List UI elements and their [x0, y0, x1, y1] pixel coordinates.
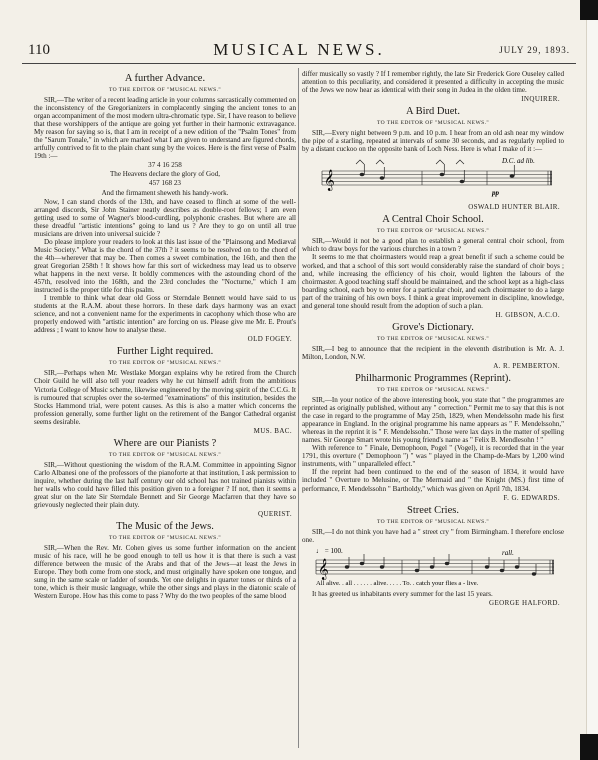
treble-clef-icon: 𝄞 — [324, 170, 335, 192]
article-title: Further Light required. — [116, 346, 214, 358]
rall-marking: rall. — [502, 548, 514, 557]
chord-numbers: 457 168 23 — [149, 179, 181, 188]
scan-corner-shadow — [580, 0, 598, 20]
signature: OLD FOGEY. — [247, 335, 292, 344]
dc-ad-lib-marking: D.C. ad lib. — [502, 157, 535, 166]
article-paragraph: Do please implore your readers to look at this last issue of the "Plainsong and Mediæval Music Society." What is the chord of the 37th ? it seems to be resolved on to the chord of the 4th—wherever that may be. Then comes a sweet combination, the 16th, and then the great Gregorian 258th ! It shows how far this sort of wickedness may lead us to observe what happens in the next verse. It boldly commences with the astounding chord of the 457th, resolved into the 168th, and the 23rd concludes the "Nocturne," which I am instructed is the proper title for this psalm. — [34, 237, 296, 295]
article-title: Grove's Dictionary. — [392, 321, 474, 333]
signature: H. GIBSON, A.C.O. — [495, 310, 560, 319]
to-editor-line: TO THE EDITOR OF "MUSICAL NEWS." — [108, 535, 222, 542]
article-title: Street Cries. — [407, 504, 459, 516]
article-paragraph: differ musically so vastly ? If I remember rightly, the late Sir Frederick Gore Ouseley called attention to this peculiarity, and considered it presented a difficulty in accepting the music of the Jews we now hear as identical with their song in Judea in the olden time. — [302, 70, 564, 95]
page-header — [22, 40, 576, 62]
street-cry-lyrics: All alive. . all . . . . . . alive. . . . . To. . catch your flies a - live. — [316, 579, 479, 587]
adjacent-page-edge — [586, 0, 598, 760]
article-title: A Bird Duet. — [406, 106, 460, 118]
signature: A. R. PEMBERTON. — [493, 361, 560, 370]
signature: OSWALD HUNTER BLAIR. — [468, 203, 560, 212]
verse-line: The Heavens declare the glory of God, — [109, 170, 221, 179]
page-number: 110 — [28, 42, 50, 58]
article-paragraph: SIR,—Perhaps when Mr. Westlake Morgan explains why he retired from the Church Choir Guild he will also tell your readers why he cut himself adrift from the ambitious Victoria College of Music scheme, likewise engineered by the moving spirit of the C.C.G. It is rumoured that scruples over the so-termed "examinations" of this institution, besides the Stocks Hammond trial, were potent causes. As this is also a matter which concerns the profession generally, some further light on the retirement of the Bangor Cathedral organist seems desirable. — [34, 369, 296, 426]
to-editor-line: TO THE EDITOR OF "MUSICAL NEWS." — [108, 451, 222, 458]
treble-clef-icon: 𝄞 — [318, 558, 329, 580]
pp-dynamic-marking: pp — [492, 189, 499, 198]
article-paragraph: It has greeted us inhabitants every summer for the last 15 years. — [312, 589, 493, 598]
article-title: The Music of the Jews. — [116, 521, 214, 533]
music-staff-bird-duet — [302, 155, 564, 201]
article-paragraph: SIR,—Would it not be a good plan to establish a general central choir school, from which to draw boys for the various churches in a town ? — [302, 237, 564, 254]
article-title: A further Advance. — [124, 73, 206, 84]
street-cry-score — [302, 546, 564, 588]
to-editor-line: TO THE EDITOR OF "MUSICAL NEWS." — [376, 120, 490, 127]
to-editor-line: TO THE EDITOR OF "MUSICAL NEWS." — [376, 335, 490, 342]
header-rule — [22, 63, 576, 64]
article-paragraph: SIR,—I beg to announce that the recipient in the eleventh distribution is Mr. A. J. Milton, London, N.W. — [302, 344, 564, 361]
signature: MUS. BAC. — [253, 426, 292, 435]
left-column — [34, 70, 296, 600]
signature: INQUIRER. — [521, 95, 560, 104]
article-paragraph: SIR,—Without questioning the wisdom of the R.A.M. Committee in appointing Signor Carlo Albanesi one of the professors of the pianoforte at that institution, I ask permission to inquire, whether during the last half century our old school has not trained pianists within her walls who could have filled this position given to a foreigner ? If not, then it seems a great slur on the late Sir Sterndale Bennett and Sir George Macfarren that they have so grievously neglected their plain duty. — [34, 460, 296, 510]
article-paragraph: SIR,—The writer of a recent leading article in your columns sarcastically commented on the inconsistency of the Gregorianizers in complacently singing the ancient tones to an organ accompaniment of the most modern ultra-chromatic type. Sir, I have reason to believe that these worshippers of the antique are going yet further in their harmonic extravagance. My reason for saying so is, that I am in receipt of a new edition of the "Psalm Tones" from the "Sarum Tonale," in which are marked what I am given to understand are figured chords, artfully contrived to fit to the plain chant sung by the voices. Here is the first verse of Psalm 19th :— — [34, 96, 296, 161]
article-paragraph: With reference to " Finale, Demophoon, Pogel " (Vogel), it is recorded that in the year 1791, this overture (" Demophoon ") " was " played in the Champ-de-Mars by 1,200 wind instruments, with " unparalleled effect." — [302, 444, 564, 469]
to-editor-line: TO THE EDITOR OF "MUSICAL NEWS." — [376, 386, 490, 393]
article-title: A Central Choir School. — [382, 214, 484, 226]
article-paragraph: If the reprint had been continued to the end of the season of 1834, it would have included " Overture to Melusine, or The Mermaid and " the Knight (MS.) first time of performance, F. Mendelssohn " Bartholdy," which was given on April 7th, 1834. — [302, 468, 564, 493]
chord-numbers: 37 4 16 258 — [148, 161, 182, 170]
tempo-marking: ♩ = 100. — [316, 546, 343, 555]
article-paragraph: SIR,—I do not think you have had a " street cry " from Birmingham. I therefore enclose one. — [302, 527, 564, 544]
verse-line: And the firmament sheweth his handy-work. — [101, 188, 229, 197]
article-paragraph: SIR,—Every night between 9 p.m. and 10 p.m. I hear from an old ash near my window the pipe of a starling, repeated at intervals of some 30 seconds, and as regularly replied to by a distant cuckoo on the opposite bank of Loch Ness. Here is what I make of it :— — [302, 129, 564, 154]
signature: F. G. EDWARDS. — [503, 493, 560, 502]
masthead-title: MUSICAL NEWS. — [213, 40, 385, 59]
to-editor-line: TO THE EDITOR OF "MUSICAL NEWS." — [108, 360, 222, 367]
signature: GEORGE HALFORD. — [489, 598, 560, 607]
issue-date: JULY 29, 1893. — [499, 45, 570, 55]
article-paragraph: It seems to me that choirmasters would reap a great benefit if such a scheme could be worked, and that a school of this sort would considerably raise the standard of choir boys ; and, while increasing the efficiency of his choir, would lighten the labours of the choirmaster. A good teaching staff should be maintained, and the school kept as a high-class boarding school, each boy to enter for a particular choir, and each choirmaster to do a large part of the training of his own boys. I think a great improvement in discipline, knowledge, and general tone should result from the adoption of such a plan. — [302, 253, 564, 310]
bird-duet-score — [302, 155, 564, 201]
signature: QUERIST. — [258, 510, 292, 519]
to-editor-line: TO THE EDITOR OF "MUSICAL NEWS." — [108, 87, 222, 93]
to-editor-line: TO THE EDITOR OF "MUSICAL NEWS." — [376, 518, 490, 525]
article-title: Philharmonic Programmes (Reprint). — [354, 372, 511, 384]
article-title: Where are our Pianists ? — [113, 437, 217, 449]
scan-corner-shadow — [580, 734, 598, 760]
article-paragraph: SIR,—When the Rev. Mr. Cohen gives us some further information on the ancient music of his race, will he be good enough to tell us how it is that there is such a vast difference between the music of the Arabs and that of the Jews—at least the Jews in Europe. They both come from one stock, and must originally have spoken one tongue, and sung in the same scale or ladder of sounds. Yet one delights in quarter tones or thirds of a tone, which is their music language, while the other sings and plays in the diatonic scale of Western Europe. How has this come to pass ? Why do the two peoples of the same blood — [34, 544, 296, 601]
article-paragraph: Now, I can stand chords of the 13th, and have ceased to flinch at some of the well-arranged discords, Sir John Stainer neatly describes as double-root fellows; I am even getting used to some of Wagner's blood-curdling, polyphonic crashes. But where are all these dreadful "artistic intentions" going to land us ? Are they to go on until all true musicians are driven into universal suicide ? — [34, 197, 296, 238]
to-editor-line: TO THE EDITOR OF "MUSICAL NEWS." — [376, 228, 490, 235]
column-divider — [298, 68, 299, 748]
music-staff-street-cry — [302, 546, 564, 588]
right-column — [302, 70, 564, 610]
article-paragraph: SIR,—In your notice of the above interesting book, you state that " the programmes are reprinted as originally published, without any " correction." Permit me to say that this is not the case in regard to the programme of May 25th, 1829, when Mendelssohn made his first appearance in England. In the original programme his name appears as " F. Mendelssohn," whereas in the reprint it is " F. Mendelssohn." Those were lax days in the matter of spelling names. Sir George Smart wrote his young friend's name as " Felix B. Mendlesohn ! " — [302, 395, 564, 445]
article-paragraph: I tremble to think what dear old Goss or Sterndale Bennett would have said to us students at the R.A.M. about these horrors. In these dark days harmony was an exact science, and not a convenient name for the experiments in cacophony which those who are properly endowed with "artistic intention" are forcing on us. Please give me Mr. E. Prout's address ; I want to know how to analyse these. — [34, 294, 296, 335]
